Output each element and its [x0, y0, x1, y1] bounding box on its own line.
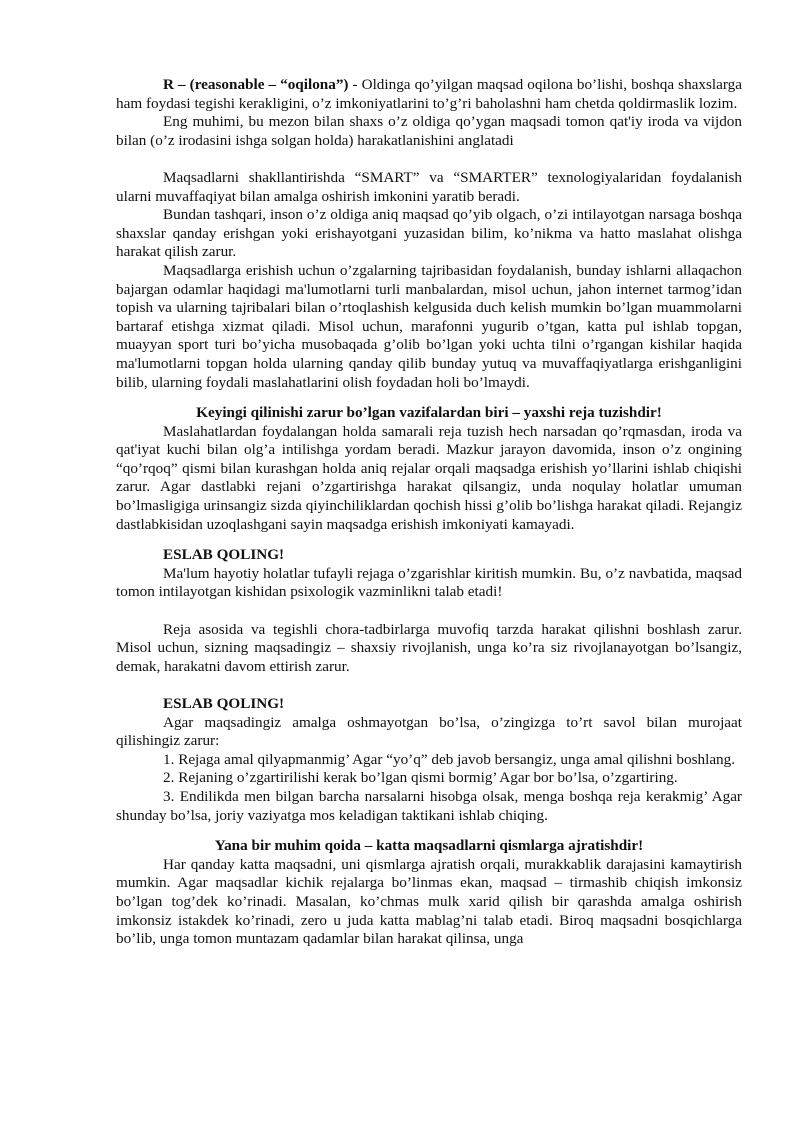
heading-split-goals: Yana bir muhim qoida – katta maqsadlarni qismlarga ajratishdir! [214, 837, 644, 855]
paragraph-reasonable [116, 76, 742, 113]
heading-good-plan: Keyingi qilinishi zarur bo’lgan vazifalardan biri – yaxshi reja tuzishdir! [196, 404, 662, 422]
paragraph-plan-changes: Ma'lum hayotiy holatlar tufayli rejaga o’zgarishlar kiritish mumkin. Bu, o’z navbatida, maqsad tomon intilayotgan kishidan psixologik vazminlikni talab etadi! [116, 564, 742, 601]
reasonable-term: R – (reasonable – “oqilona”) [163, 76, 349, 93]
reasonable-definition: - Oldinga qo’yilgan maqsad oqilona bo’lishi, boshqa shaxslarga ham foydasi tegishi kerakligini, o’z imkoniyatlarini to’g’ri baholashni ham chetda qoldirmaslik lozim. [116, 76, 742, 112]
paragraph-start-acting: Reja asosida va tegishli chora-tadbirlarga muvofiq tarzda harakat qilishni boshlash zarur. Misol uchun, sizning maqsadingiz – shaxsiy rivojlanish, unga ko’ra siz rivojlanayotgan bo’lsangiz, demak, harakatni davom ettirish zarur. [116, 620, 742, 675]
paragraph-four-questions: Agar maqsadingiz amalga oshmayotgan bo’lsa, o’zingizga to’rt savol bilan murojaat qilishingiz zarur: [116, 713, 742, 750]
paragraph-effective-plan: Maslahatlardan foydalangan holda samarali reja tuzish hech narsadan qo’rqmasdan, iroda va qat'iyat kuchi bilan olg’a intilishga yordam beradi. Mazkur jarayon davomida, inson o’z ongining “qo’rqoq” qismi bilan kurashgan holda aniq rejalar orqali maqsadga erishish yo’llarini ishlab chiqishi zarur. Agar dastlabki rejani o’zgartirishga harakat qilsangiz, unda noqulay holatlar umuman bo’lmasligiga urinsangiz sizda qiyinchiliklardan qochish hissi g’olib bo’lishga harakat qiladi. Rejangiz dastlabkisidan uzoqlashgani sayin maqsadga erishish imkoniyati kamayadi. [116, 422, 742, 533]
list-item-2: 2. Rejaning o’zgartirilishi kerak bo’lgan qismi bormig’ Agar bor bo’lsa, o’zgartiring. [163, 769, 678, 787]
list-item-3: 3. Endilikda men bilgan barcha narsalarni hisobga olsak, menga boshqa reja kerakmig’ Agar shunday bo’lsa, joriy vaziyatga mos keladigan taktikani ishlab chiqing. [116, 787, 742, 824]
paragraph-knowledge-advice: Bundan tashqari, inson o’z oldiga aniq maqsad qo’yib olgach, o’zi intilayotgan narsaga boshqa shaxslar qanday erishgan yoki erishayotgani yuzasidan bilim, ko’nikma va hatto maslahat olishga harakat qilish zarur. [116, 206, 742, 261]
list-item-1: 1. Rejaga amal qilyapmanmig’ Agar “yo’q” deb javob bersangiz, unga amal qilishni boshlang. [163, 750, 736, 768]
heading-remember-2: ESLAB QOLING! [163, 695, 285, 712]
paragraph-split-goals: Har qanday katta maqsadni, uni qismlarga ajratish orqali, murakkablik darajasini kamaytirish mumkin. Agar maqsadlar kichik rejalarga bo’linmas ekan, maqsad – tirmashib chiqish imkonsiz bo’lgan tog’dek ko’rinadi. Masalan, ko’chmas mulk xarid qilish bir qarashda amalga oshirish imkonsiz istakdek ko’rinadi, zero u juda katta mablag’ni talab etadi. Biroq maqsadni bosqichlarga bo’lib, unga tomon muntazam qadamlar bilan harakat qilinsa, unga [116, 855, 742, 948]
paragraph-most-important: Eng muhimi, bu mezon bilan shaxs o’z oldiga qo’ygan maqsadi tomon qat'iy iroda va vijdon bilan (o’z irodasini ishga solgan holda) harakatlanishini anglatadi [116, 113, 742, 149]
heading-remember-1: ESLAB QOLING! [163, 546, 285, 564]
paragraph-smart-smarter: Maqsadlarni shakllantirishda “SMART” va “SMARTER” texnologiyalaridan foydalanish ularni muvaffaqiyat bilan amalga oshirish imkonini yaratib beradi. [116, 168, 742, 205]
paragraph-others-experience: Maqsadlarga erishish uchun o’zgalarning tajribasidan foydalanish, bunday ishlarni allaqachon bajargan odamlar haqidagi ma'lumotlarni turli manbalardan, misol uchun, jahon internet tarmog’idan topish va ularning tajribalari bilan o’rtoqlashish kelgusida duch kelish mumkin bo’lgan muammolarni bartaraf etishga xizmat qiladi. Misol uchun, marafonni yugurib o’tgan, katta pul ishlab topgan, muayyan sport turi bo’yicha musobaqada g’olib bo’lgan yoki uchta tilni o’rgangan kishilar haqida ma'lumotlarni topgan holda ularning qanday qilib bunday yutuq va muvaffaqiyatlarga erishganligini bilib, ularning foydali maslahatlarini olish foydadan holi bo’lmaydi. [116, 261, 742, 391]
